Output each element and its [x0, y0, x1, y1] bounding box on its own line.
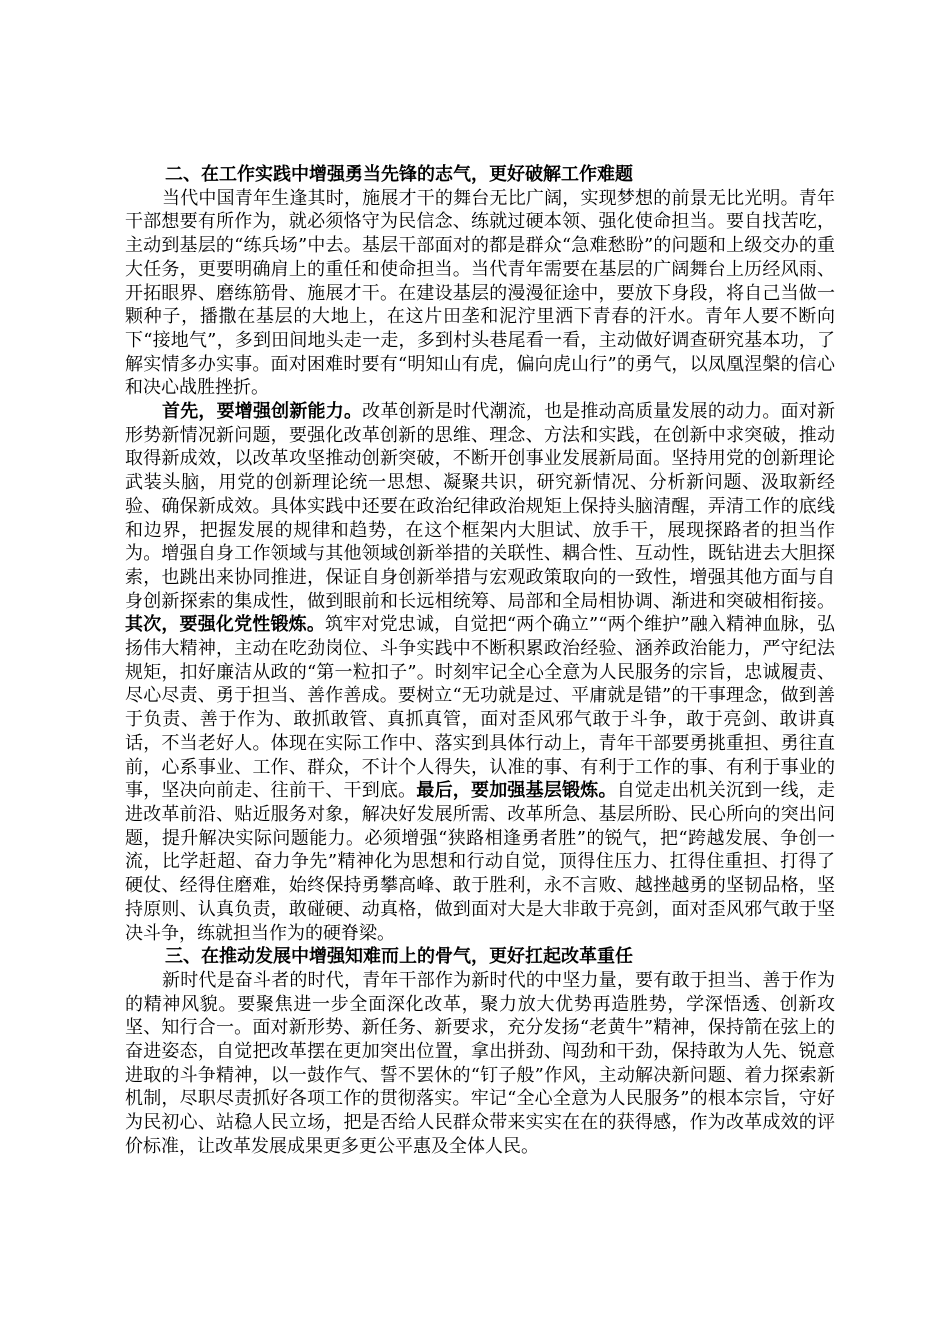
section-2-paragraph-1: 当代中国青年生逢其时，施展才干的舞台无比广阔，实现梦想的前景无比光明。青年干部想要有所作为，就必须恪守为民信念、练就过硬本领、强化使命担当。要自找苦吃，主动到基层的“练兵场”中去。基层干部面对的都是群众“急难愁盼”的问题和上级交办的重大任务，更要明确肩上的重任和使命担当。当代青年需要在基层的广阔舞台上历经风雨、开拓眼界、磨练筋骨、施展才干。在建设基层的漫漫征途中，要放下身段，将自己当做一颗种子，播撒在基层的大地上，在这片田垄和泥泞里洒下青春的汗水。青年人要不断向下“接地气”，多到田间地头走一走，多到村头巷尾看一看，主动做好调查研究基本功，了解实情多办实事。面对困难时要有“明知山有虎，偏向虎山行”的勇气，以凤凰涅槃的信心和决心战胜挫折。	[125, 187, 835, 399]
section-2-paragraph-2	[125, 400, 835, 945]
grassroots-text: 自觉走出机关沉到一线，走进改革前沿、贴近服务对象，解决好发展所需、改革所急、基层所盼、民心所向的突出问题，提升解决实际问题能力。必须增强“狭路相逢勇者胜”的锐气，把“跨越发展、争创一流，比学赶超、奋力争先”精神化为思想和行动自觉，顶得住压力、扛得住重担、打得了硬仗、经得住磨难，始终保持勇攀高峰、敢于胜利，永不言败、越挫越勇的坚韧品格，坚持原则、认真负责，敢碰硬、动真格，做到面对大是大非敢于亮剑，面对歪风邪气敢于坚决斗争，练就担当作为的硬脊梁。	[125, 780, 836, 944]
section-heading-3: 三、在推动发展中增强知难而上的骨气，更好扛起改革重任	[165, 946, 633, 968]
lead-party-spirit: 其次，要强化党性锻炼。	[125, 614, 326, 636]
lead-grassroots: 最后，要加强基层锻炼。	[416, 780, 617, 802]
party-spirit-text: 筑牢对党忠诚，自觉把“两个确立”“两个维护”融入精神血脉，弘扬伟大精神，主动在吃劲岗位、斗争实践中不断积累政治经验、涵养政治能力，严守纪法规矩，扣好廉洁从政的“第一粒扣子”。时刻牢记全心全意为人民服务的宗旨，忠诚履责、尽心尽责、勇于担当、善作善成。要树立“无功就是过、平庸就是错”的干事理念，做到善于负责、善于作为、敢抓敢管、真抓真管，面对歪风邪气敢于斗争，敢于亮剑、敢讲真话，不当老好人。体现在实际工作中、落实到具体行动上，青年干部要勇挑重担、勇往直前，心系事业、工作、群众，不计个人得失，认准的事、有利于工作的事、有利于事业的事，坚决向前走、往前干、干到底。	[125, 614, 835, 802]
innovation-text: 改革创新是时代潮流，也是推动高质量发展的动力。面对新形势新情况新问题，要强化改革创新的思维、理念、方法和实践，在创新中求突破，推动取得新成效，以改革攻坚推动创新突破，不断开创事业发展新局面。坚持用党的创新理论武装头脑，用党的创新理论统一思想、凝聚共识，研究新情况、分析新问题、汲取新经验、确保新成效。具体实践中还要在政治纪律政治规矩上保持头脑清醒，弄清工作的底线和边界，把握发展的规律和趋势，在这个框架内大胆试、放手干，展现探路者的担当作为。增强自身工作领域与其他领域创新举措的关联性、耦合性、互动性，既钻进去大胆探索，也跳出来协同推进，保证自身创新举措与宏观政策取向的一致性，增强其他方面与自身创新探索的集成性，做到眼前和长远相统筹、局部和全局相协调、渐进和突破相衔接。	[125, 401, 835, 612]
section-heading-2: 二、在工作实践中增强勇当先锋的志气，更好破解工作难题	[165, 164, 633, 185]
section-3-paragraph-1: 新时代是奋斗者的时代，青年干部作为新时代的中坚力量，要有敢于担当、善于作为的精神风貌。要聚焦进一步全面深化改革，聚力放大优势再造胜势，学深悟透、创新攻坚、知行合一。面对新形势、新任务、新要求，充分发扬“老黄牛”精神，保持箭在弦上的奋进姿态，自觉把改革摆在更加突出位置，拿出拼劲、闯劲和干劲，保持敢为人先、锐意进取的斗争精神，以一鼓作气、誓不罢休的“钉子般”作风，主动解决新问题、着力探索新机制，尽职尽责抓好各项工作的贯彻落实。牢记“全心全意为人民服务”的根本宗旨，守好为民初心、站稳人民立场，把是否给人民群众带来实实在在的获得感，作为改革成效的评价标准，让改革发展成果更多更公平惠及全体人民。	[125, 969, 835, 1157]
lead-innovation: 首先，要增强创新能力。	[162, 401, 363, 423]
